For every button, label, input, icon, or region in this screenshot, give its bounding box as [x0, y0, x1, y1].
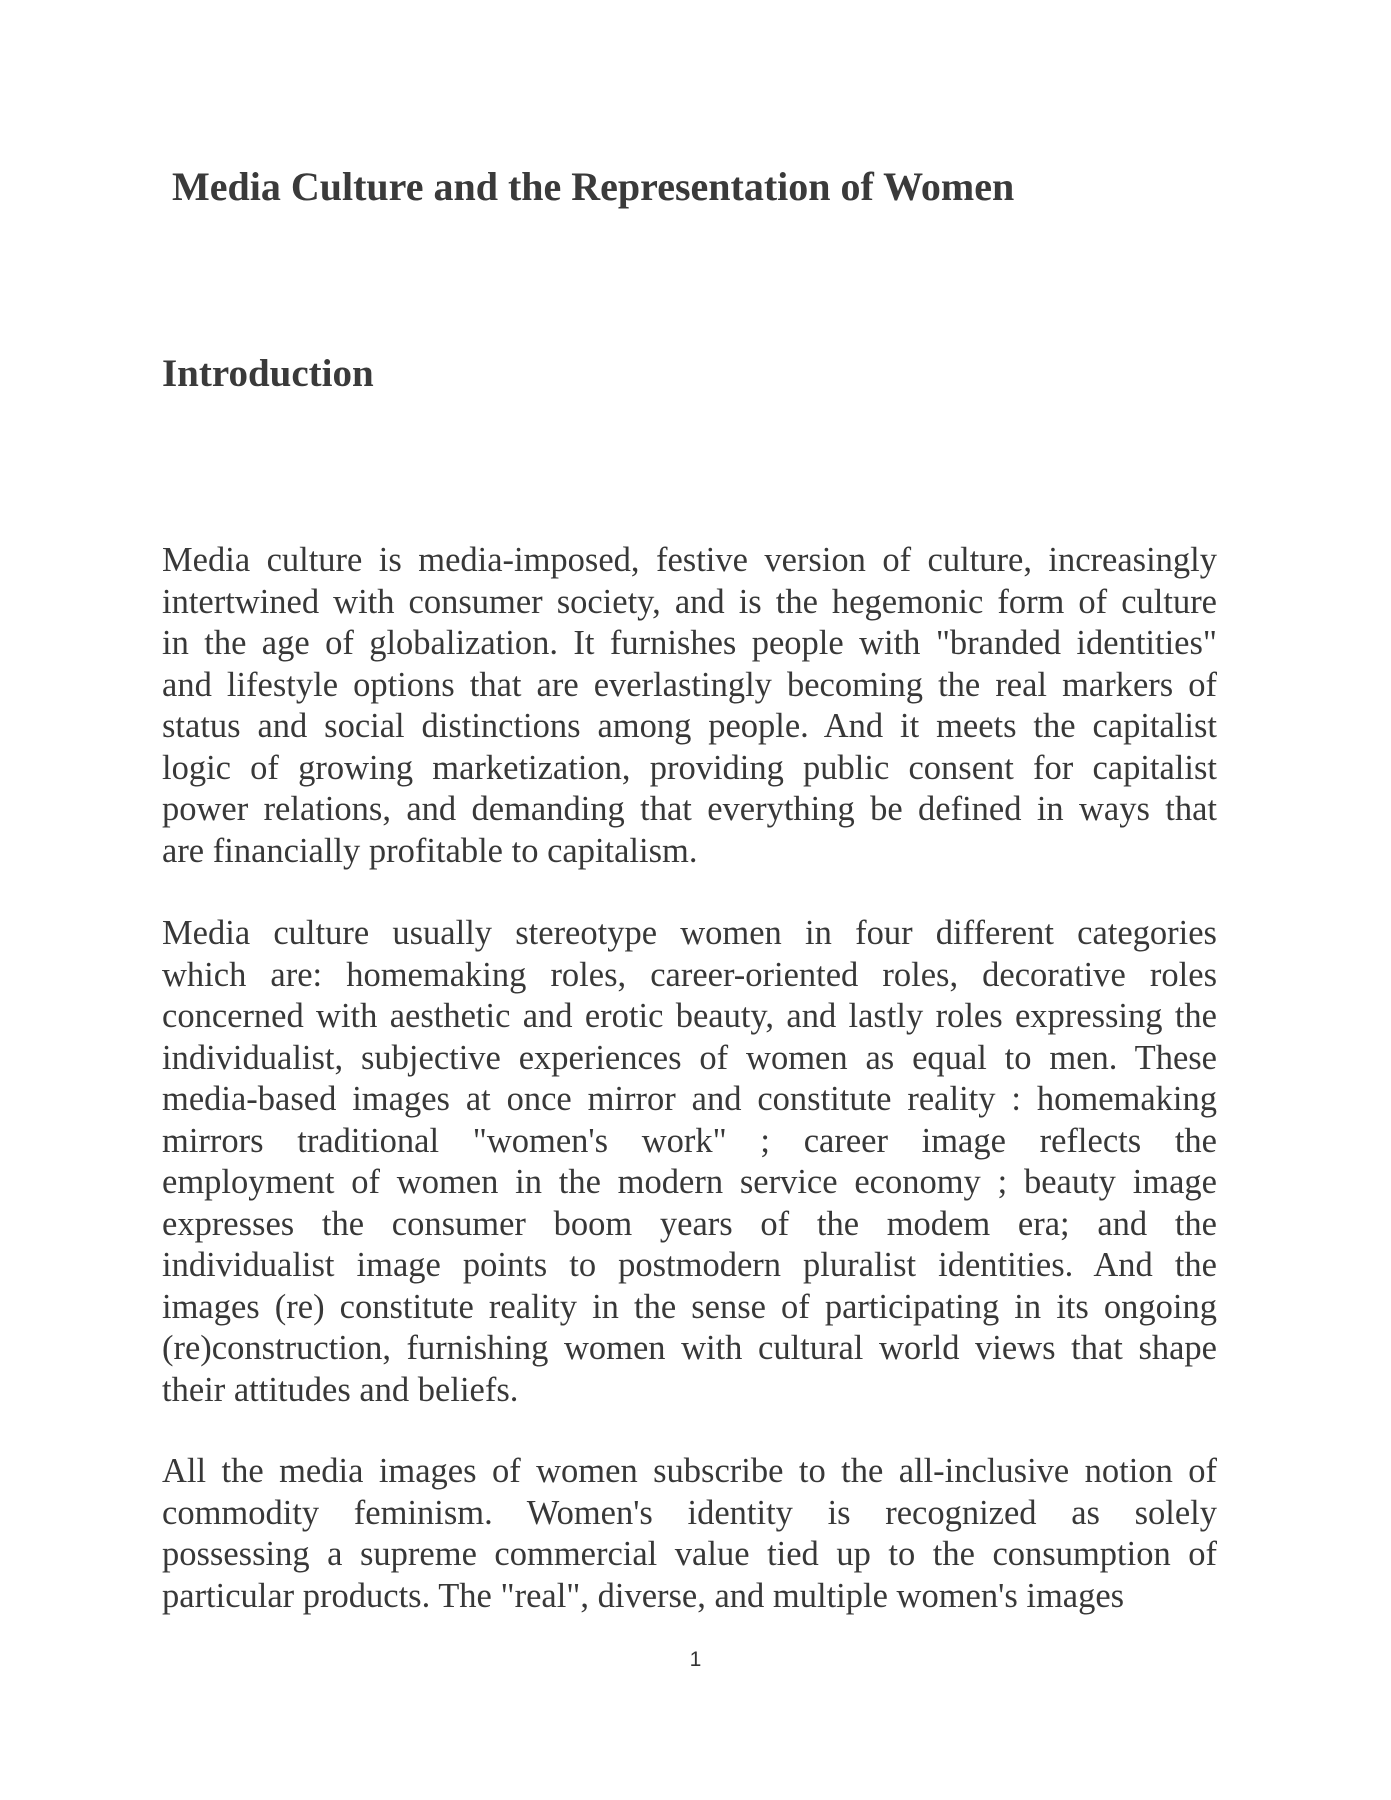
paragraph-line: Media culture is media-imposed, festive version of culture, increasingly	[162, 541, 1217, 579]
section-heading-introduction: Introduction	[162, 352, 374, 395]
paragraph-line: individualist image points to postmodern pluralist identities. And the	[162, 1246, 1217, 1284]
paragraph-line: expresses the consumer boom years of the modem era; and the	[162, 1204, 1217, 1243]
paragraph-line: commodity feminism. Women's identity is recognized as solely	[162, 1493, 1217, 1532]
paragraph-line: individualist, subjective experiences of women as equal to men. These	[162, 1038, 1217, 1077]
paragraph-line: intertwined with consumer society, and is the hegemonic form of culture	[162, 582, 1217, 621]
paragraph-line: (re)construction, furnishing women with cultural world views that shape	[162, 1329, 1217, 1367]
paragraph-3	[162, 1451, 1217, 1617]
paragraph-line: employment of women in the modern service economy ; beauty image	[162, 1163, 1217, 1201]
paragraph-1	[162, 540, 1217, 872]
paragraph-line: their attitudes and beliefs.	[162, 1370, 519, 1409]
paragraph-line: All the media images of women subscribe to the all-inclusive notion of	[162, 1452, 1217, 1490]
page-number: 1	[689, 1648, 702, 1671]
paragraph-line: images (re) constitute reality in the sense of participating in its ongoing	[162, 1287, 1217, 1326]
paragraph-2	[162, 913, 1217, 1411]
paragraph-line: which are: homemaking roles, career-oriented roles, decorative roles	[162, 955, 1217, 994]
paragraph-line: power relations, and demanding that everything be defined in ways that	[162, 790, 1217, 828]
paragraph-line: Media culture usually stereotype women in four different categories	[162, 914, 1217, 952]
document-title: Media Culture and the Representation of Women	[172, 164, 1015, 209]
paragraph-line: concerned with aesthetic and erotic beauty, and lastly roles expressing the	[162, 997, 1217, 1035]
paragraph-line: and lifestyle options that are everlastingly becoming the real markers of	[162, 665, 1217, 704]
paragraph-line: are financially profitable to capitalism.	[162, 831, 698, 870]
paragraph-line: logic of growing marketization, providing public consent for capitalist	[162, 748, 1217, 787]
paragraph-line: particular products. The "real", diverse, and multiple women's images	[162, 1576, 1125, 1615]
paragraph-line: media-based images at once mirror and constitute reality : homemaking	[162, 1080, 1217, 1118]
paragraph-line: in the age of globalization. It furnishes people with "branded identities"	[162, 624, 1217, 662]
paragraph-line: possessing a supreme commercial value tied up to the consumption of	[162, 1535, 1217, 1573]
paragraph-line: mirrors traditional "women's work" ; career image reflects the	[162, 1121, 1217, 1160]
paragraph-line: status and social distinctions among people. And it meets the capitalist	[162, 707, 1217, 745]
